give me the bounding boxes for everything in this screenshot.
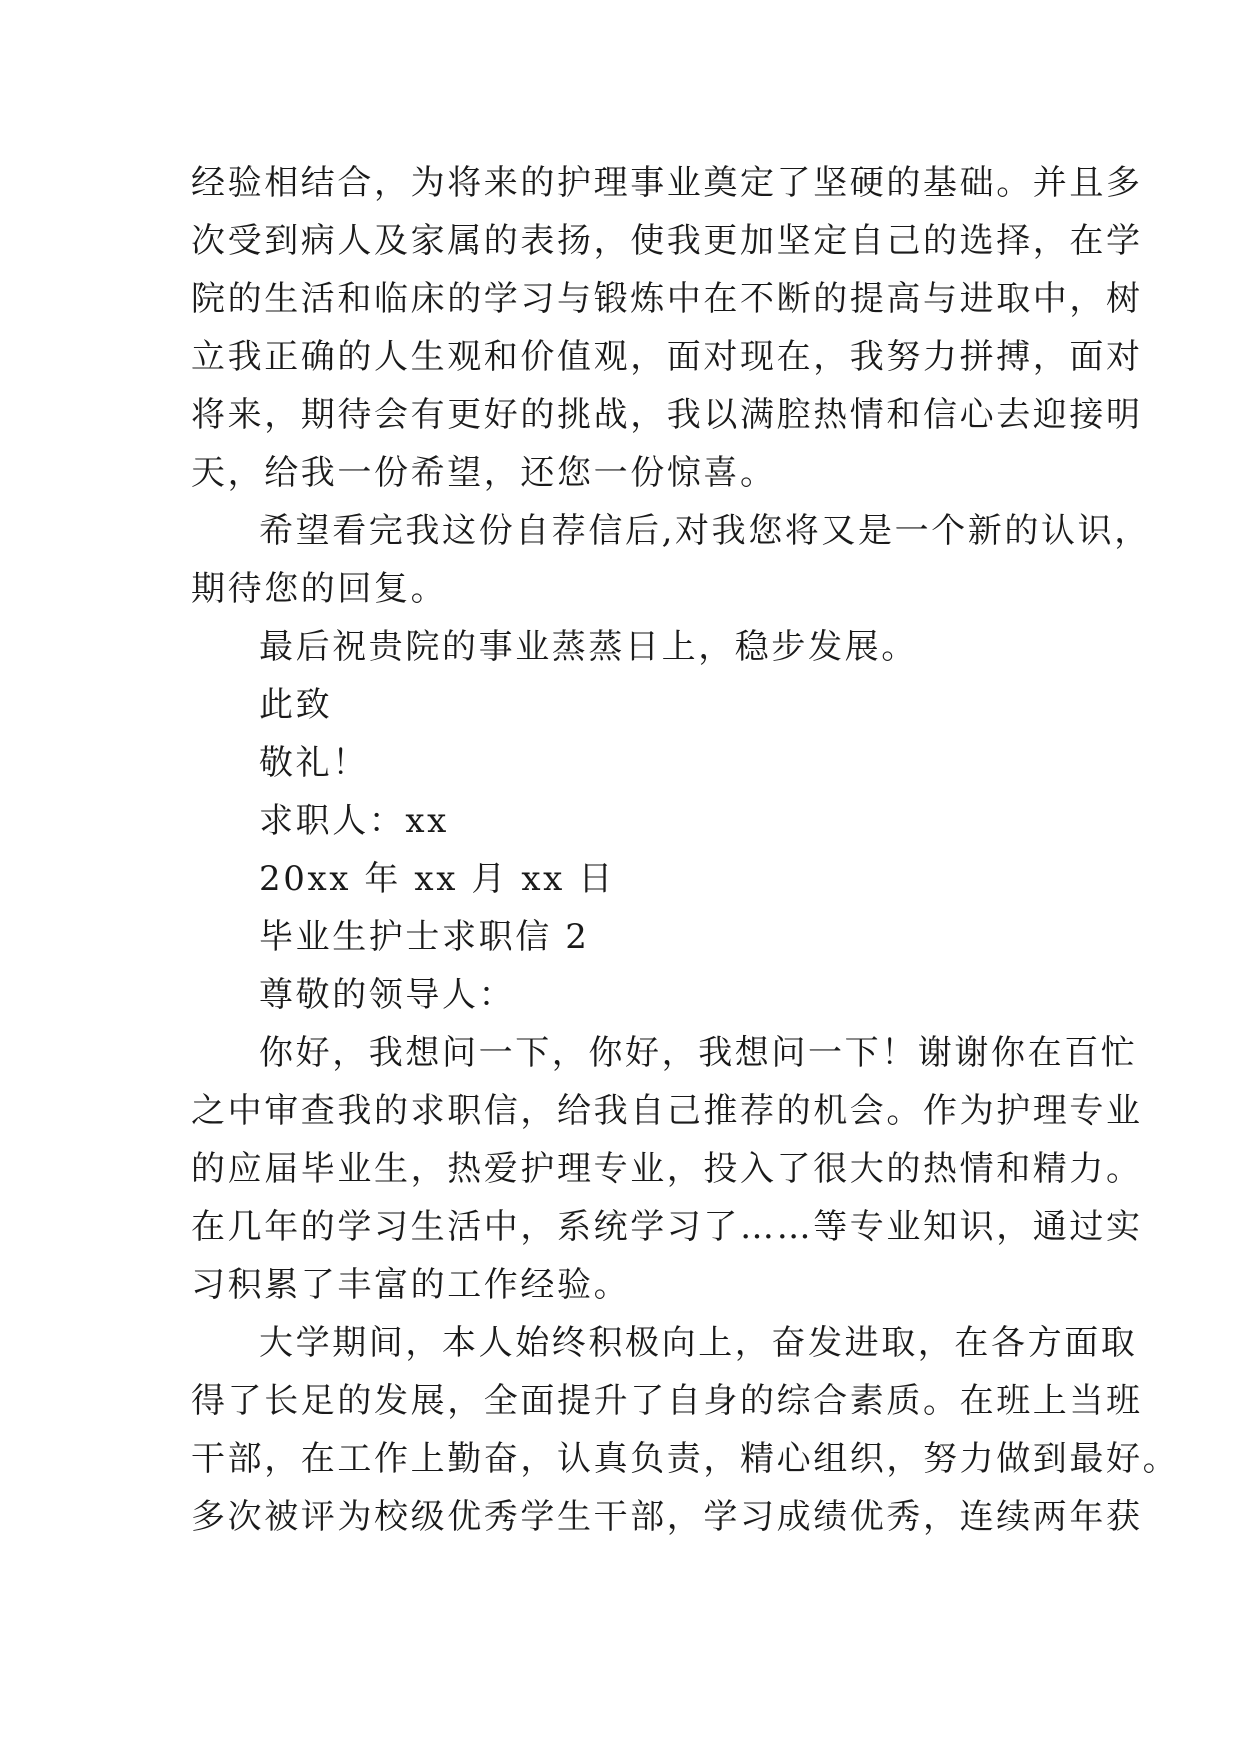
paragraph-3: 最后祝贵院的事业蒸蒸日上，稳步发展。 <box>259 627 918 667</box>
document-page <box>191 154 1180 1546</box>
text-line: 立我正确的人生观和价值观，面对现在，我努力拼搏，面对 <box>191 337 1143 377</box>
text-line: 干部，在工作上勤奋，认真负责，精心组织，努力做到最好。 <box>191 1439 1180 1479</box>
text-line: 的应届毕业生，热爱护理专业，投入了很大的热情和精力。 <box>191 1149 1143 1189</box>
text-line: 之中审查我的求职信，给我自己推荐的机会。作为护理专业 <box>191 1091 1143 1131</box>
text-line: 希望看完我这份自荐信后,对我您将又是一个新的认识， <box>259 511 1151 551</box>
text-line: 天，给我一份希望，还您一份惊喜。 <box>191 453 777 493</box>
greeting-line: 尊敬的领导人： <box>259 975 516 1015</box>
paragraph-4 <box>191 1024 1143 1314</box>
text-line: 院的生活和临床的学习与锻炼中在不断的提高与进取中，树 <box>191 279 1143 319</box>
text-line: 将来，期待会有更好的挑战，我以满腔热情和信心去迎接明 <box>191 395 1143 435</box>
text-line: 得了长足的发展，全面提升了自身的综合素质。在班上当班 <box>191 1381 1143 1421</box>
paragraph-2 <box>191 502 1151 618</box>
text-line: 你好，我想问一下，你好，我想问一下！谢谢你在百忙 <box>259 1033 1138 1073</box>
text-line: 期待您的回复。 <box>191 569 448 609</box>
salute-line: 敬礼！ <box>259 743 369 783</box>
signer-line: 求职人：xx <box>259 801 449 841</box>
text-line: 大学期间，本人始终积极向上，奋发进取，在各方面取 <box>259 1323 1138 1363</box>
paragraph-1 <box>191 154 1143 502</box>
text-line: 多次被评为校级优秀学生干部，学习成绩优秀，连续两年获 <box>191 1497 1143 1537</box>
section-title: 毕业生护士求职信 2 <box>259 917 590 957</box>
text-line: 在几年的学习生活中，系统学习了……等专业知识，通过实 <box>191 1207 1143 1247</box>
text-line: 习积累了丰富的工作经验。 <box>191 1265 631 1305</box>
text-line: 次受到病人及家属的表扬，使我更加坚定自己的选择，在学 <box>191 221 1143 261</box>
date-line: 20xx 年 xx 月 xx 日 <box>259 859 615 899</box>
text-line: 经验相结合，为将来的护理事业奠定了坚硬的基础。并且多 <box>191 163 1143 203</box>
paragraph-5 <box>191 1314 1180 1546</box>
closing-line: 此致 <box>259 685 333 725</box>
